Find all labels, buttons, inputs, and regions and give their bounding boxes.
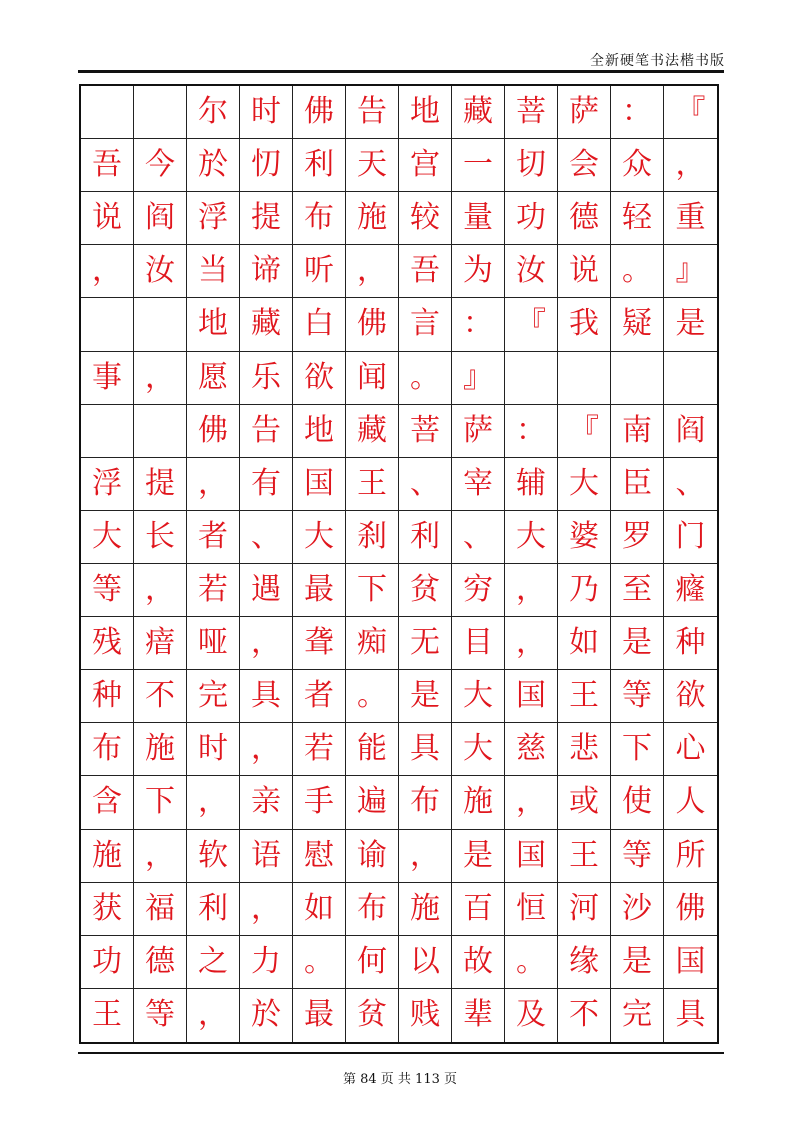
grid-cell: 大 bbox=[293, 511, 346, 564]
grid-cell: 痴 bbox=[346, 617, 399, 670]
grid-cell: 『 bbox=[664, 86, 717, 139]
grid-cell: 说 bbox=[81, 192, 134, 245]
grid-cell: 尔 bbox=[187, 86, 240, 139]
grid-cell: 。 bbox=[505, 936, 558, 989]
grid-cell: ， bbox=[81, 245, 134, 298]
grid-cell: 王 bbox=[558, 830, 611, 883]
grid-cell: 臣 bbox=[611, 458, 664, 511]
grid-cell: 如 bbox=[558, 617, 611, 670]
grid-cell: 是 bbox=[452, 830, 505, 883]
grid-cell: 、 bbox=[399, 458, 452, 511]
grid-cell: 聋 bbox=[293, 617, 346, 670]
grid-cell: 者 bbox=[293, 670, 346, 723]
grid-cell: 使 bbox=[611, 776, 664, 829]
grid-cell: 利 bbox=[399, 511, 452, 564]
grid-cell: 等 bbox=[134, 989, 187, 1042]
grid-cell: 藏 bbox=[346, 405, 399, 458]
grid-cell: 愿 bbox=[187, 352, 240, 405]
grid-cell: 布 bbox=[399, 776, 452, 829]
grid-cell: 布 bbox=[346, 883, 399, 936]
grid-cell bbox=[81, 86, 134, 139]
grid-cell: 最 bbox=[293, 564, 346, 617]
grid-cell: 沙 bbox=[611, 883, 664, 936]
grid-cell: 。 bbox=[611, 245, 664, 298]
grid-cell: 国 bbox=[664, 936, 717, 989]
grid-cell: 河 bbox=[558, 883, 611, 936]
grid-cell: 。 bbox=[346, 670, 399, 723]
grid-cell: 地 bbox=[187, 298, 240, 351]
grid-cell: 地 bbox=[399, 86, 452, 139]
grid-cell: 乐 bbox=[240, 352, 293, 405]
grid-cell: 吾 bbox=[399, 245, 452, 298]
grid-cell: 不 bbox=[558, 989, 611, 1042]
grid-cell: 德 bbox=[558, 192, 611, 245]
grid-cell: 恒 bbox=[505, 883, 558, 936]
grid-cell bbox=[134, 405, 187, 458]
grid-cell bbox=[664, 352, 717, 405]
grid-cell: 。 bbox=[399, 352, 452, 405]
grid-cell: 佛 bbox=[346, 298, 399, 351]
grid-cell: 心 bbox=[664, 723, 717, 776]
grid-cell: ， bbox=[664, 139, 717, 192]
grid-cell: ， bbox=[399, 830, 452, 883]
grid-cell: 下 bbox=[134, 776, 187, 829]
grid-cell: 、 bbox=[452, 511, 505, 564]
grid-cell: 为 bbox=[452, 245, 505, 298]
grid-cell: 有 bbox=[240, 458, 293, 511]
grid-cell: 提 bbox=[134, 458, 187, 511]
grid-cell: 含 bbox=[81, 776, 134, 829]
grid-cell: 王 bbox=[346, 458, 399, 511]
grid-cell: 汝 bbox=[134, 245, 187, 298]
grid-cell: 施 bbox=[452, 776, 505, 829]
grid-cell: 长 bbox=[134, 511, 187, 564]
grid-cell: ， bbox=[346, 245, 399, 298]
grid-cell: 浮 bbox=[187, 192, 240, 245]
grid-cell: ， bbox=[187, 776, 240, 829]
grid-cell: 种 bbox=[664, 617, 717, 670]
grid-cell bbox=[505, 352, 558, 405]
grid-cell: 大 bbox=[505, 511, 558, 564]
grid-cell: 下 bbox=[346, 564, 399, 617]
page-number: 第 84 页 共 113 页 bbox=[342, 1072, 458, 1087]
grid-cell: 等 bbox=[81, 564, 134, 617]
grid-cell: 之 bbox=[187, 936, 240, 989]
grid-cell: 慰 bbox=[293, 830, 346, 883]
grid-cell: 哑 bbox=[187, 617, 240, 670]
grid-cell: 至 bbox=[611, 564, 664, 617]
grid-cell: 布 bbox=[81, 723, 134, 776]
grid-cell: 谕 bbox=[346, 830, 399, 883]
grid-cell: 乃 bbox=[558, 564, 611, 617]
grid-cell: 福 bbox=[134, 883, 187, 936]
grid-cell: 利 bbox=[187, 883, 240, 936]
grid-cell: 辈 bbox=[452, 989, 505, 1042]
grid-cell: 欲 bbox=[664, 670, 717, 723]
grid-cell: 施 bbox=[81, 830, 134, 883]
grid-cell: ， bbox=[505, 617, 558, 670]
grid-cell: 』 bbox=[452, 352, 505, 405]
grid-cell: 功 bbox=[505, 192, 558, 245]
header-rule bbox=[78, 70, 724, 73]
grid-cell: 人 bbox=[664, 776, 717, 829]
grid-cell: ， bbox=[134, 564, 187, 617]
grid-cell: 『 bbox=[558, 405, 611, 458]
grid-cell: 。 bbox=[293, 936, 346, 989]
grid-cell: 辅 bbox=[505, 458, 558, 511]
grid-cell: 说 bbox=[558, 245, 611, 298]
grid-cell: ： bbox=[452, 298, 505, 351]
grid-cell: 利 bbox=[293, 139, 346, 192]
grid-cell: ： bbox=[505, 405, 558, 458]
grid-cell: 王 bbox=[81, 989, 134, 1042]
grid-cell: 如 bbox=[293, 883, 346, 936]
grid-cell: 门 bbox=[664, 511, 717, 564]
grid-cell: 王 bbox=[558, 670, 611, 723]
grid-cell: 国 bbox=[505, 670, 558, 723]
grid-cell: 汝 bbox=[505, 245, 558, 298]
grid-cell: 婆 bbox=[558, 511, 611, 564]
grid-cell: 不 bbox=[134, 670, 187, 723]
grid-cell: 佛 bbox=[293, 86, 346, 139]
grid-cell: 手 bbox=[293, 776, 346, 829]
grid-cell: 众 bbox=[611, 139, 664, 192]
grid-cell: 贫 bbox=[399, 564, 452, 617]
grid-cell: 癃 bbox=[664, 564, 717, 617]
grid-cell: 天 bbox=[346, 139, 399, 192]
grid-cell: 切 bbox=[505, 139, 558, 192]
grid-cell: 欲 bbox=[293, 352, 346, 405]
grid-cell: 施 bbox=[134, 723, 187, 776]
grid-cell: 藏 bbox=[240, 298, 293, 351]
grid-cell: 完 bbox=[187, 670, 240, 723]
grid-cell: 藏 bbox=[452, 86, 505, 139]
grid-cell: 或 bbox=[558, 776, 611, 829]
grid-cell: 能 bbox=[346, 723, 399, 776]
grid-cell: 一 bbox=[452, 139, 505, 192]
grid-cell: 萨 bbox=[558, 86, 611, 139]
grid-cell: 浮 bbox=[81, 458, 134, 511]
grid-cell: 宫 bbox=[399, 139, 452, 192]
grid-cell: 者 bbox=[187, 511, 240, 564]
grid-cell: 瘖 bbox=[134, 617, 187, 670]
grid-cell bbox=[611, 352, 664, 405]
grid-cell: 告 bbox=[346, 86, 399, 139]
grid-cell: 穷 bbox=[452, 564, 505, 617]
grid-cell: ， bbox=[505, 564, 558, 617]
grid-cell: 今 bbox=[134, 139, 187, 192]
grid-cell: 是 bbox=[664, 298, 717, 351]
grid-cell: 白 bbox=[293, 298, 346, 351]
grid-cell: 以 bbox=[399, 936, 452, 989]
grid-cell: 等 bbox=[611, 670, 664, 723]
grid-cell: 悲 bbox=[558, 723, 611, 776]
grid-cell: 较 bbox=[399, 192, 452, 245]
grid-cell: 事 bbox=[81, 352, 134, 405]
grid-cell: 贱 bbox=[399, 989, 452, 1042]
grid-cell: 百 bbox=[452, 883, 505, 936]
grid-cell: 德 bbox=[134, 936, 187, 989]
grid-cell: 、 bbox=[664, 458, 717, 511]
grid-cell bbox=[134, 86, 187, 139]
grid-cell: 时 bbox=[240, 86, 293, 139]
grid-cell: 故 bbox=[452, 936, 505, 989]
grid-cell: ， bbox=[187, 989, 240, 1042]
grid-cell: 亲 bbox=[240, 776, 293, 829]
grid-cell: ， bbox=[240, 617, 293, 670]
grid-cell: 『 bbox=[505, 298, 558, 351]
grid-cell: 阎 bbox=[664, 405, 717, 458]
grid-cell: 缘 bbox=[558, 936, 611, 989]
grid-cell: 量 bbox=[452, 192, 505, 245]
grid-cell: 疑 bbox=[611, 298, 664, 351]
grid-cell: ， bbox=[505, 776, 558, 829]
grid-cell: 大 bbox=[558, 458, 611, 511]
grid-cell: 若 bbox=[293, 723, 346, 776]
grid-cell bbox=[558, 352, 611, 405]
grid-cell: 施 bbox=[346, 192, 399, 245]
grid-cell: 当 bbox=[187, 245, 240, 298]
calligraphy-grid bbox=[79, 84, 719, 1044]
grid-cell: 地 bbox=[293, 405, 346, 458]
grid-cell: 南 bbox=[611, 405, 664, 458]
grid-cell: 完 bbox=[611, 989, 664, 1042]
grid-cell: ， bbox=[240, 723, 293, 776]
grid-cell: 布 bbox=[293, 192, 346, 245]
grid-cell: ： bbox=[611, 86, 664, 139]
grid-cell: 大 bbox=[452, 723, 505, 776]
grid-cell: 佛 bbox=[187, 405, 240, 458]
grid-cell: 重 bbox=[664, 192, 717, 245]
grid-cell: 於 bbox=[240, 989, 293, 1042]
grid-cell: 谛 bbox=[240, 245, 293, 298]
grid-cell: 罗 bbox=[611, 511, 664, 564]
grid-cell: ， bbox=[187, 458, 240, 511]
grid-cell: 言 bbox=[399, 298, 452, 351]
grid-cell bbox=[134, 298, 187, 351]
grid-cell: 吾 bbox=[81, 139, 134, 192]
grid-cell: 慈 bbox=[505, 723, 558, 776]
grid-cell: 菩 bbox=[505, 86, 558, 139]
grid-cell: 功 bbox=[81, 936, 134, 989]
grid-cell bbox=[81, 405, 134, 458]
grid-cell: 力 bbox=[240, 936, 293, 989]
grid-cell: 时 bbox=[187, 723, 240, 776]
grid-cell: 若 bbox=[187, 564, 240, 617]
grid-cell: 所 bbox=[664, 830, 717, 883]
grid-cell: 萨 bbox=[452, 405, 505, 458]
grid-cell: 是 bbox=[611, 936, 664, 989]
grid-cell: 遍 bbox=[346, 776, 399, 829]
grid-cell: 具 bbox=[240, 670, 293, 723]
footer-rule bbox=[78, 1052, 724, 1054]
grid-cell: 获 bbox=[81, 883, 134, 936]
grid-cell: 下 bbox=[611, 723, 664, 776]
grid-cell: 我 bbox=[558, 298, 611, 351]
grid-cell: 目 bbox=[452, 617, 505, 670]
grid-cell: 、 bbox=[240, 511, 293, 564]
grid-cell: 闻 bbox=[346, 352, 399, 405]
page-header-title: 全新硬笔书法楷书版 bbox=[590, 53, 725, 69]
grid-cell: 最 bbox=[293, 989, 346, 1042]
grid-cell: 是 bbox=[611, 617, 664, 670]
grid-cell: 施 bbox=[399, 883, 452, 936]
grid-cell: ， bbox=[134, 830, 187, 883]
grid-cell: 阎 bbox=[134, 192, 187, 245]
grid-cell: 及 bbox=[505, 989, 558, 1042]
grid-cell: 於 bbox=[187, 139, 240, 192]
grid-cell: 忉 bbox=[240, 139, 293, 192]
grid-cell: 宰 bbox=[452, 458, 505, 511]
grid-cell: 是 bbox=[399, 670, 452, 723]
grid-cell: 残 bbox=[81, 617, 134, 670]
grid-cell: 菩 bbox=[399, 405, 452, 458]
grid-cell: 』 bbox=[664, 245, 717, 298]
grid-cell: 大 bbox=[452, 670, 505, 723]
grid-cell: 软 bbox=[187, 830, 240, 883]
grid-cell: 提 bbox=[240, 192, 293, 245]
grid-cell: 大 bbox=[81, 511, 134, 564]
grid-cell: 刹 bbox=[346, 511, 399, 564]
grid-cell: 国 bbox=[505, 830, 558, 883]
grid-cell: 听 bbox=[293, 245, 346, 298]
grid-cell bbox=[81, 298, 134, 351]
grid-cell: 轻 bbox=[611, 192, 664, 245]
grid-cell: 无 bbox=[399, 617, 452, 670]
grid-cell: 具 bbox=[399, 723, 452, 776]
grid-cell: 告 bbox=[240, 405, 293, 458]
grid-cell: 等 bbox=[611, 830, 664, 883]
grid-cell: ， bbox=[240, 883, 293, 936]
grid-cell: ， bbox=[134, 352, 187, 405]
grid-cell: 国 bbox=[293, 458, 346, 511]
grid-cell: 语 bbox=[240, 830, 293, 883]
grid-cell: 佛 bbox=[664, 883, 717, 936]
grid-cell: 种 bbox=[81, 670, 134, 723]
grid-cell: 贫 bbox=[346, 989, 399, 1042]
grid-cell: 会 bbox=[558, 139, 611, 192]
grid-cell: 何 bbox=[346, 936, 399, 989]
grid-cell: 遇 bbox=[240, 564, 293, 617]
grid-cell: 具 bbox=[675, 997, 706, 1033]
